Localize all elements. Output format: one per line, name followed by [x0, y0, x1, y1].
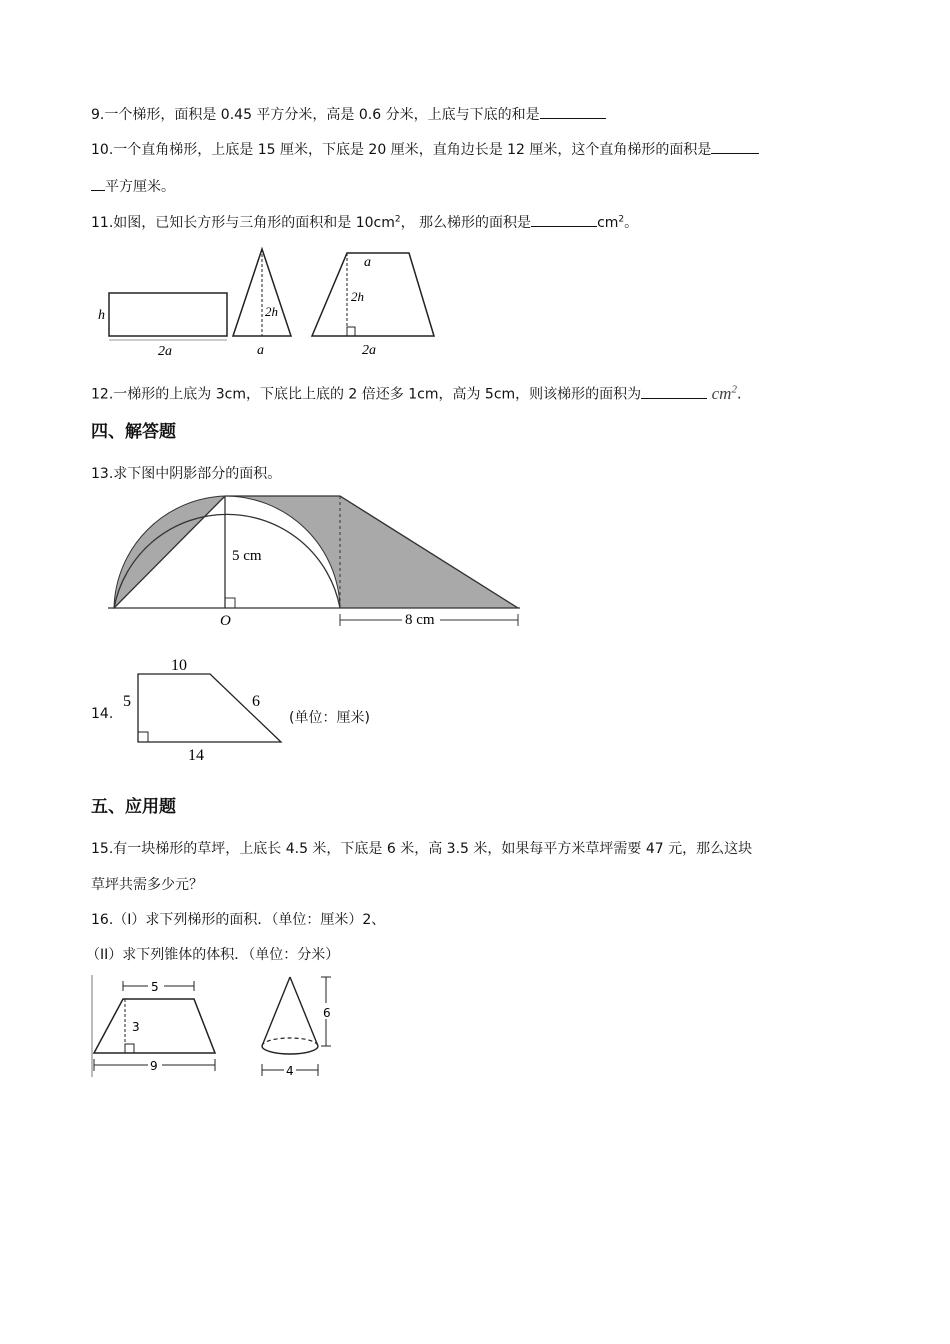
question-16-line2: （II）求下列锥体的体积．（单位：分米） [86, 947, 340, 963]
superscript: 2 [394, 214, 401, 225]
answer-blank [711, 139, 759, 154]
top-side-label: 10 [171, 657, 187, 674]
right-angle-mark [138, 732, 148, 742]
question-11-middle: ， 那么梯形的面积是 [400, 215, 532, 231]
superscript: 2 [618, 214, 625, 225]
origin-label: O [220, 613, 231, 629]
question-12 [91, 383, 741, 404]
height-label: 5 cm [232, 548, 262, 564]
section-4-heading: 四、解答题 [91, 422, 176, 442]
question-10-text-end: 平方厘米。 [105, 179, 175, 195]
trapezoid-bottom-label: 9 [150, 1059, 158, 1073]
slant-side-label: 6 [252, 693, 260, 710]
right-angle-mark [347, 327, 355, 336]
question-16-figure [88, 973, 358, 1081]
question-15-line2: 草坪共需多少元？ [91, 877, 203, 893]
rect-height-label: h [98, 308, 105, 323]
question-13: 13.求下图中阴影部分的面积。 [91, 466, 282, 482]
answer-blank [540, 104, 606, 119]
punctuation: . [736, 386, 742, 403]
shaded-right-region [225, 496, 518, 608]
section-5-heading: 五、应用题 [91, 797, 176, 817]
question-9 [91, 104, 606, 124]
trapezoid-height-label: 2h [351, 289, 364, 304]
trapezoid-bottom-label: 2a [362, 343, 376, 358]
unit: cm [597, 215, 619, 231]
answer-blank [531, 212, 597, 227]
question-11-figure [90, 243, 450, 363]
right-angle-mark [125, 1044, 134, 1053]
triangle-base-label: a [257, 343, 264, 358]
rectangle-shape [109, 293, 227, 336]
unit: cm [711, 383, 732, 403]
question-10-text: 10.一个直角梯形，上底是 15 厘米，下底是 20 厘米，直角边长是 12 厘米，这个直角梯形的面积是 [91, 142, 712, 158]
trapezoid-top-label: 5 [151, 980, 159, 994]
left-side-label: 5 [123, 693, 131, 710]
cone-base-front [262, 1046, 318, 1054]
question-11 [91, 212, 638, 232]
question-14-number: 14. [91, 706, 114, 722]
question-10-line2 [91, 176, 175, 196]
cone-left-edge [262, 977, 290, 1046]
superscript: 2 [731, 383, 737, 395]
cone-base-back [262, 1038, 318, 1046]
answer-blank [91, 176, 105, 191]
trapezoid-top-label: a [364, 255, 371, 270]
bottom-side-label: 14 [188, 747, 204, 764]
triangle-height-label: 2h [265, 304, 278, 319]
rect-width-label: 2a [158, 344, 172, 359]
question-15-line1: 15.有一块梯形的草坪，上底长 4.5 米，下底是 6 米，高 3.5 米，如果每平方米草坪需要 47 元，那么这块 [91, 841, 753, 857]
cone-right-edge [290, 977, 318, 1046]
question-14-figure [118, 652, 288, 764]
question-10-line1 [91, 139, 759, 159]
cone-diameter-label: 4 [286, 1064, 294, 1078]
question-12-text: 12.一梯形的上底为 3cm，下底比上底的 2 倍还多 1cm，高为 5cm，则该梯形的面积为 [91, 386, 642, 403]
width-label: 8 cm [405, 612, 435, 628]
question-16-line1: 16.（I）求下列梯形的面积．（单位：厘米）2、 [91, 912, 386, 928]
trapezoid-shape [312, 253, 434, 336]
punctuation: 。 [624, 215, 639, 231]
trapezoid-shape [94, 999, 215, 1053]
trapezoid-height-label: 3 [132, 1020, 140, 1034]
cone-height-label: 6 [323, 1006, 331, 1020]
answer-blank [641, 384, 707, 399]
triangle-shape [233, 249, 291, 336]
question-14-unit-note: (单位：厘米) [289, 710, 370, 726]
question-9-text: 9.一个梯形，面积是 0.45 平方分米，高是 0.6 分米，上底与下底的和是 [91, 107, 540, 123]
question-13-figure [90, 490, 530, 630]
unit-cm2 [712, 384, 737, 403]
right-angle-mark [225, 598, 235, 608]
question-11-text: 11.如图，已知长方形与三角形的面积和是 10cm [91, 215, 395, 231]
